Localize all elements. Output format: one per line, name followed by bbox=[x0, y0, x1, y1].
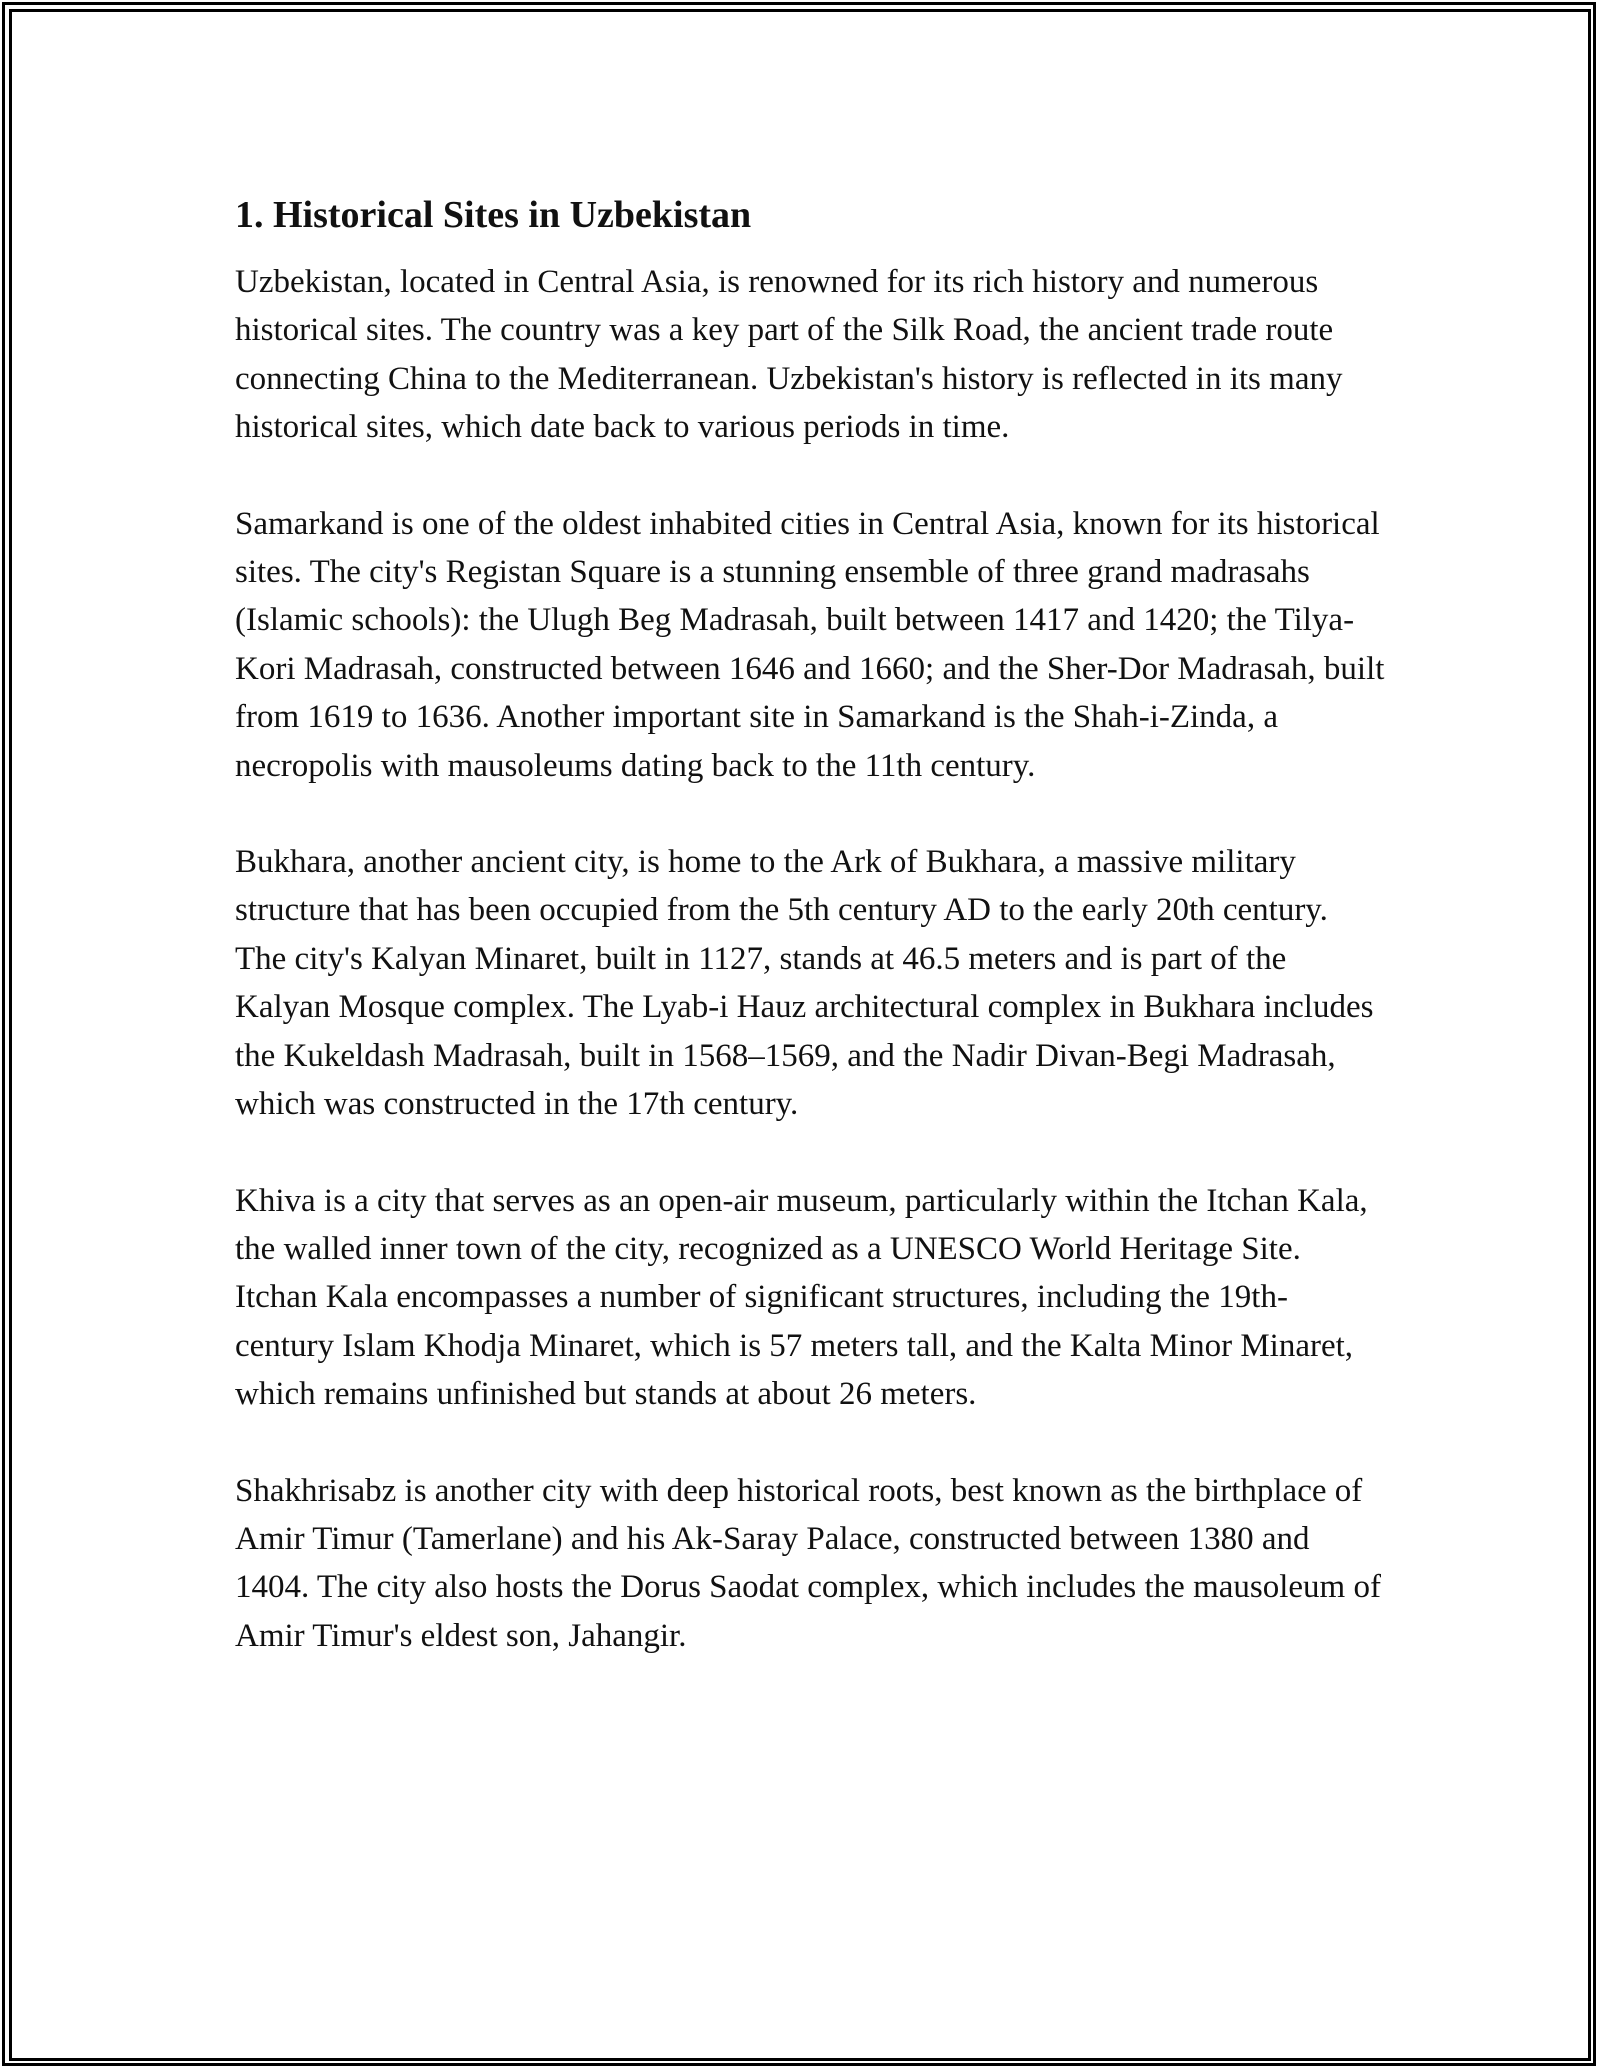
section-heading: 1. Historical Sites in Uzbekistan bbox=[235, 194, 752, 236]
paragraph-samarkand: Samarkand is one of the oldest inhabited cities in Central Asia, known for its historical sites. The city's Registan Square is a stunning ensemble of three grand madrasahs (Islamic schools): the Ulugh Beg Madrasah, built between 1417 and 1420; the Tilya-Kori Madrasah, constructed between 1646 and 1660; and the Sher-Dor Madrasah, built from 1619 to 1636. Another important site in Samarkand is the Shah-i-Zinda, a necropolis with mausoleums dating back to the 11th century. bbox=[235, 505, 1385, 784]
paragraph-intro: Uzbekistan, located in Central Asia, is renowned for its rich history and numerous historical sites. The country was a key part of the Silk Road, the ancient trade route connecting China to the Mediterranean. Uzbekistan's history is reflected in its many historical sites, which date back to various periods in time. bbox=[235, 264, 1343, 446]
document-body bbox=[235, 190, 1385, 1708]
paragraph-bukhara: Bukhara, another ancient city, is home to the Ark of Bukhara, a massive military structure that has been occupied from the 5th century AD to the early 20th century. The city's Kalyan Minaret, built in 1127, stands at 46.5 meters and is part of the Kalyan Mosque complex. The Lyab-i Hauz architectural complex in Bukhara includes the Kukeldash Madrasah, built in 1568–1569, and the Nadir Divan-Begi Madrasah, which was constructed in the 17th century. bbox=[235, 844, 1374, 1123]
paragraph-khiva: Khiva is a city that serves as an open-air museum, particularly within the Itchan Kala, the walled inner town of the city, recognized as a UNESCO World Heritage Site. Itchan Kala encompasses a number of significant structures, including the 19th-century Islam Khodja Minaret, which is 57 meters tall, and the Kalta Minor Minaret, which remains unfinished but stands at about 26 meters. bbox=[235, 1182, 1368, 1413]
paragraph-shakhrisabz: Shakhrisabz is another city with deep historical roots, best known as the birthplace of Amir Timur (Tamerlane) and his Ak-Saray Palace, constructed between 1380 and 1404. The city also hosts the Dorus Saodat complex, which includes the mausoleum of Amir Timur's eldest son, Jahangir. bbox=[235, 1472, 1381, 1654]
